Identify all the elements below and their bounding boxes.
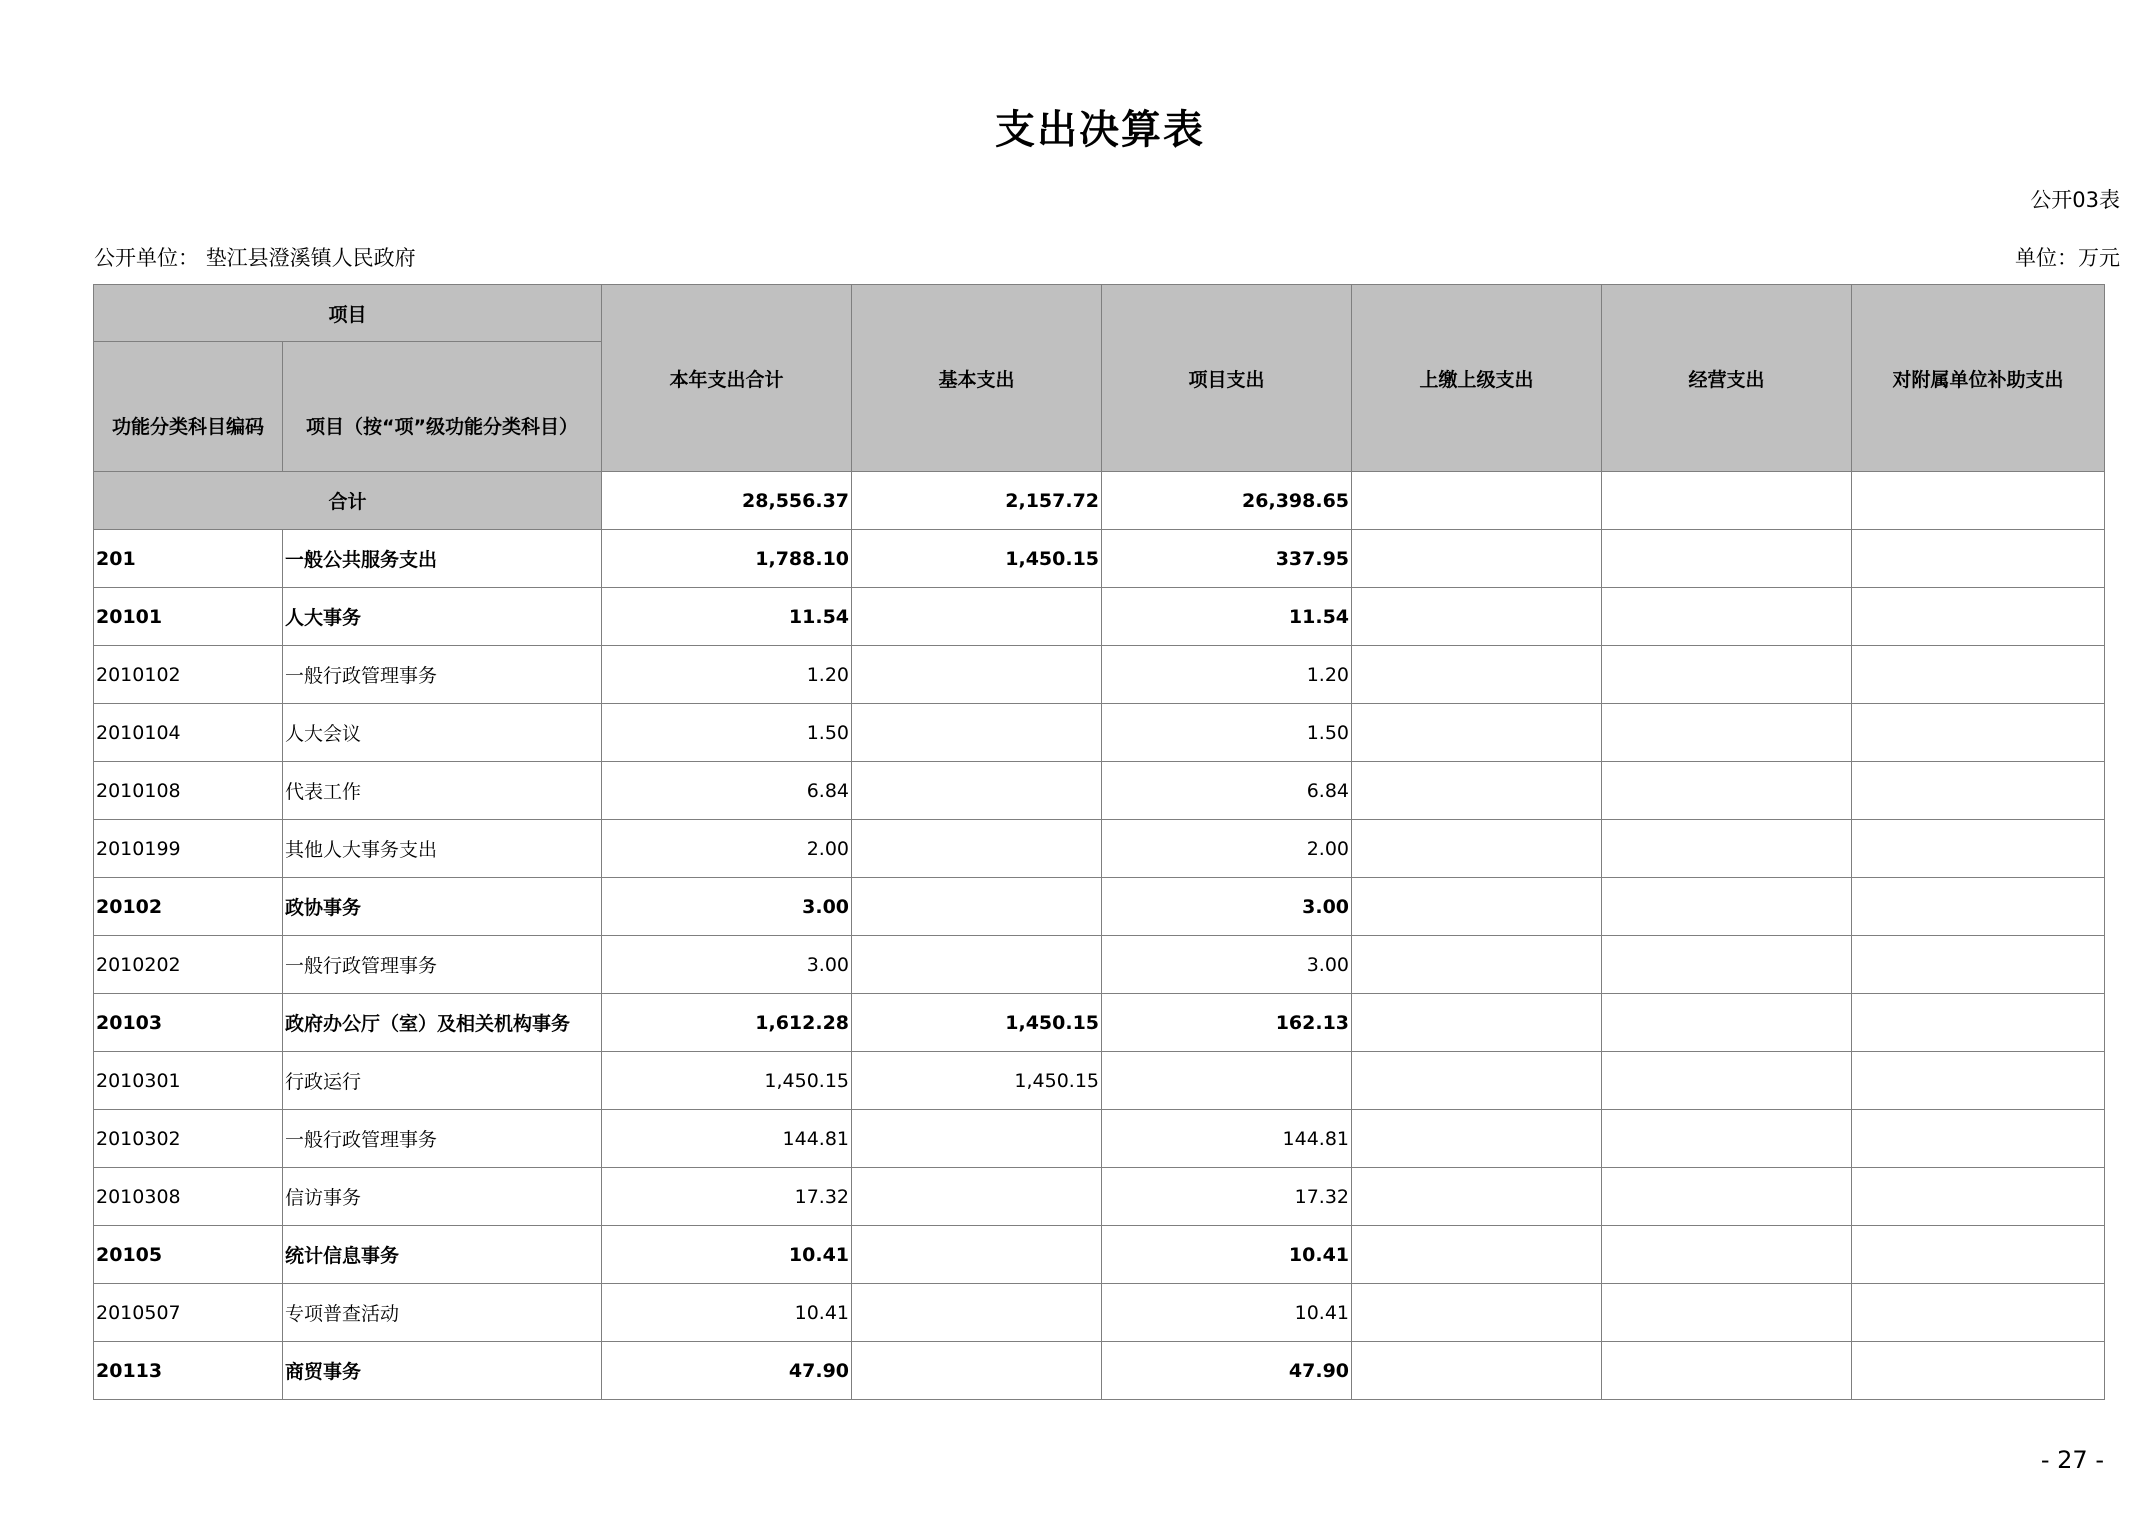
row-code: 20103 — [94, 994, 283, 1052]
table-row — [94, 1226, 2105, 1284]
row-subsidiary — [1852, 530, 2105, 588]
row-total: 1.20 — [602, 646, 852, 704]
table-row — [94, 762, 2105, 820]
row-project: 17.32 — [1102, 1168, 1352, 1226]
row-project: 1.20 — [1102, 646, 1352, 704]
row-code: 20105 — [94, 1226, 283, 1284]
row-code: 2010199 — [94, 820, 283, 878]
total-business — [1602, 472, 1852, 530]
header-business: 经营支出 — [1602, 285, 1852, 472]
total-total: 28,556.37 — [602, 472, 852, 530]
row-total: 1,450.15 — [602, 1052, 852, 1110]
total-project: 26,398.65 — [1102, 472, 1352, 530]
total-row — [94, 472, 2105, 530]
row-project: 1.50 — [1102, 704, 1352, 762]
table-row — [94, 588, 2105, 646]
row-superior — [1352, 936, 1602, 994]
total-label: 合计 — [94, 472, 602, 530]
row-name: 政协事务 — [283, 878, 602, 936]
row-name: 商贸事务 — [283, 1342, 602, 1400]
row-code: 20102 — [94, 878, 283, 936]
row-total: 3.00 — [602, 936, 852, 994]
header-total: 本年支出合计 — [602, 285, 852, 472]
row-project: 6.84 — [1102, 762, 1352, 820]
row-code: 2010302 — [94, 1110, 283, 1168]
row-project: 144.81 — [1102, 1110, 1352, 1168]
row-project: 10.41 — [1102, 1284, 1352, 1342]
table-row — [94, 704, 2105, 762]
header-project-group: 项目 — [94, 285, 602, 342]
row-name: 一般行政管理事务 — [283, 646, 602, 704]
row-code: 2010104 — [94, 704, 283, 762]
reporting-unit-name: 垫江县澄溪镇人民政府 — [205, 246, 416, 270]
row-project — [1102, 1052, 1352, 1110]
row-total: 1,612.28 — [602, 994, 852, 1052]
row-name: 一般行政管理事务 — [283, 1110, 602, 1168]
row-project: 162.13 — [1102, 994, 1352, 1052]
row-business — [1602, 878, 1852, 936]
header-subsidiary: 对附属单位补助支出 — [1852, 285, 2105, 472]
row-business — [1602, 646, 1852, 704]
table-row — [94, 1110, 2105, 1168]
header-name: 项目（按“项”级功能分类科目） — [283, 342, 602, 472]
row-basic — [852, 820, 1102, 878]
row-name: 专项普查活动 — [283, 1284, 602, 1342]
page-number: - 27 - — [2040, 1446, 2104, 1474]
row-superior — [1352, 530, 1602, 588]
row-basic — [852, 1284, 1102, 1342]
table-row — [94, 994, 2105, 1052]
row-superior — [1352, 646, 1602, 704]
row-total: 11.54 — [602, 588, 852, 646]
row-code: 2010108 — [94, 762, 283, 820]
table-row — [94, 646, 2105, 704]
table-row — [94, 530, 2105, 588]
row-subsidiary — [1852, 1342, 2105, 1400]
row-business — [1602, 994, 1852, 1052]
row-name: 一般行政管理事务 — [283, 936, 602, 994]
row-basic: 1,450.15 — [852, 994, 1102, 1052]
row-code: 20113 — [94, 1342, 283, 1400]
row-total: 10.41 — [602, 1284, 852, 1342]
table-row — [94, 1052, 2105, 1110]
reporting-unit — [94, 242, 416, 272]
header-project: 项目支出 — [1102, 285, 1352, 472]
row-basic — [852, 878, 1102, 936]
row-total: 1,788.10 — [602, 530, 852, 588]
row-code: 2010202 — [94, 936, 283, 994]
row-total: 1.50 — [602, 704, 852, 762]
row-business — [1602, 1342, 1852, 1400]
row-name: 人大会议 — [283, 704, 602, 762]
row-subsidiary — [1852, 1110, 2105, 1168]
row-name: 政府办公厅（室）及相关机构事务 — [283, 994, 602, 1052]
row-total: 47.90 — [602, 1342, 852, 1400]
table-row — [94, 1284, 2105, 1342]
row-subsidiary — [1852, 646, 2105, 704]
row-superior — [1352, 994, 1602, 1052]
row-subsidiary — [1852, 762, 2105, 820]
table-row — [94, 1168, 2105, 1226]
row-project: 3.00 — [1102, 878, 1352, 936]
row-project: 2.00 — [1102, 820, 1352, 878]
row-total: 3.00 — [602, 878, 852, 936]
row-basic — [852, 1168, 1102, 1226]
row-code: 2010301 — [94, 1052, 283, 1110]
row-superior — [1352, 704, 1602, 762]
row-superior — [1352, 878, 1602, 936]
row-basic — [852, 762, 1102, 820]
row-basic — [852, 1342, 1102, 1400]
row-total: 2.00 — [602, 820, 852, 878]
row-business — [1602, 936, 1852, 994]
header-superior: 上缴上级支出 — [1352, 285, 1602, 472]
row-project: 47.90 — [1102, 1342, 1352, 1400]
table-row — [94, 820, 2105, 878]
row-total: 6.84 — [602, 762, 852, 820]
row-name: 一般公共服务支出 — [283, 530, 602, 588]
table-row — [94, 1342, 2105, 1400]
row-subsidiary — [1852, 820, 2105, 878]
row-total: 144.81 — [602, 1110, 852, 1168]
row-basic — [852, 646, 1102, 704]
row-subsidiary — [1852, 936, 2105, 994]
row-business — [1602, 762, 1852, 820]
row-project: 3.00 — [1102, 936, 1352, 994]
row-business — [1602, 820, 1852, 878]
row-name: 其他人大事务支出 — [283, 820, 602, 878]
currency-unit: 单位：万元 — [2015, 246, 2120, 270]
row-business — [1602, 588, 1852, 646]
row-business — [1602, 1052, 1852, 1110]
row-basic — [852, 588, 1102, 646]
row-project: 11.54 — [1102, 588, 1352, 646]
row-subsidiary — [1852, 1284, 2105, 1342]
row-superior — [1352, 1052, 1602, 1110]
row-superior — [1352, 1168, 1602, 1226]
row-business — [1602, 1284, 1852, 1342]
row-name: 代表工作 — [283, 762, 602, 820]
row-business — [1602, 530, 1852, 588]
table-row — [94, 878, 2105, 936]
row-superior — [1352, 820, 1602, 878]
row-superior — [1352, 1226, 1602, 1284]
row-project: 337.95 — [1102, 530, 1352, 588]
total-subsidiary — [1852, 472, 2105, 530]
row-name: 统计信息事务 — [283, 1226, 602, 1284]
row-superior — [1352, 588, 1602, 646]
row-code: 2010507 — [94, 1284, 283, 1342]
row-superior — [1352, 1110, 1602, 1168]
row-total: 10.41 — [602, 1226, 852, 1284]
row-superior — [1352, 1284, 1602, 1342]
row-business — [1602, 1226, 1852, 1284]
row-basic — [852, 1226, 1102, 1284]
row-name: 行政运行 — [283, 1052, 602, 1110]
row-business — [1602, 704, 1852, 762]
row-subsidiary — [1852, 588, 2105, 646]
row-subsidiary — [1852, 704, 2105, 762]
row-business — [1602, 1110, 1852, 1168]
row-code: 201 — [94, 530, 283, 588]
row-name: 人大事务 — [283, 588, 602, 646]
row-subsidiary — [1852, 1226, 2105, 1284]
total-basic: 2,157.72 — [852, 472, 1102, 530]
row-project: 10.41 — [1102, 1226, 1352, 1284]
row-name: 信访事务 — [283, 1168, 602, 1226]
row-subsidiary — [1852, 1052, 2105, 1110]
row-basic: 1,450.15 — [852, 530, 1102, 588]
row-superior — [1352, 762, 1602, 820]
row-business — [1602, 1168, 1852, 1226]
row-basic — [852, 936, 1102, 994]
expenditure-table — [93, 284, 2105, 1400]
row-code: 20101 — [94, 588, 283, 646]
row-basic — [852, 704, 1102, 762]
row-subsidiary — [1852, 1168, 2105, 1226]
row-basic — [852, 1110, 1102, 1168]
row-subsidiary — [1852, 994, 2105, 1052]
row-code: 2010102 — [94, 646, 283, 704]
row-basic: 1,450.15 — [852, 1052, 1102, 1110]
table-body — [94, 472, 2105, 1400]
total-superior — [1352, 472, 1602, 530]
form-number: 公开03表 — [2030, 188, 2120, 212]
row-subsidiary — [1852, 878, 2105, 936]
row-code: 2010308 — [94, 1168, 283, 1226]
reporting-unit-label: 公开单位： — [94, 246, 199, 270]
table-row — [94, 936, 2105, 994]
header-basic: 基本支出 — [852, 285, 1102, 472]
header-code: 功能分类科目编码 — [94, 342, 283, 472]
row-superior — [1352, 1342, 1602, 1400]
page-title: 支出决算表 — [995, 107, 1205, 153]
row-total: 17.32 — [602, 1168, 852, 1226]
